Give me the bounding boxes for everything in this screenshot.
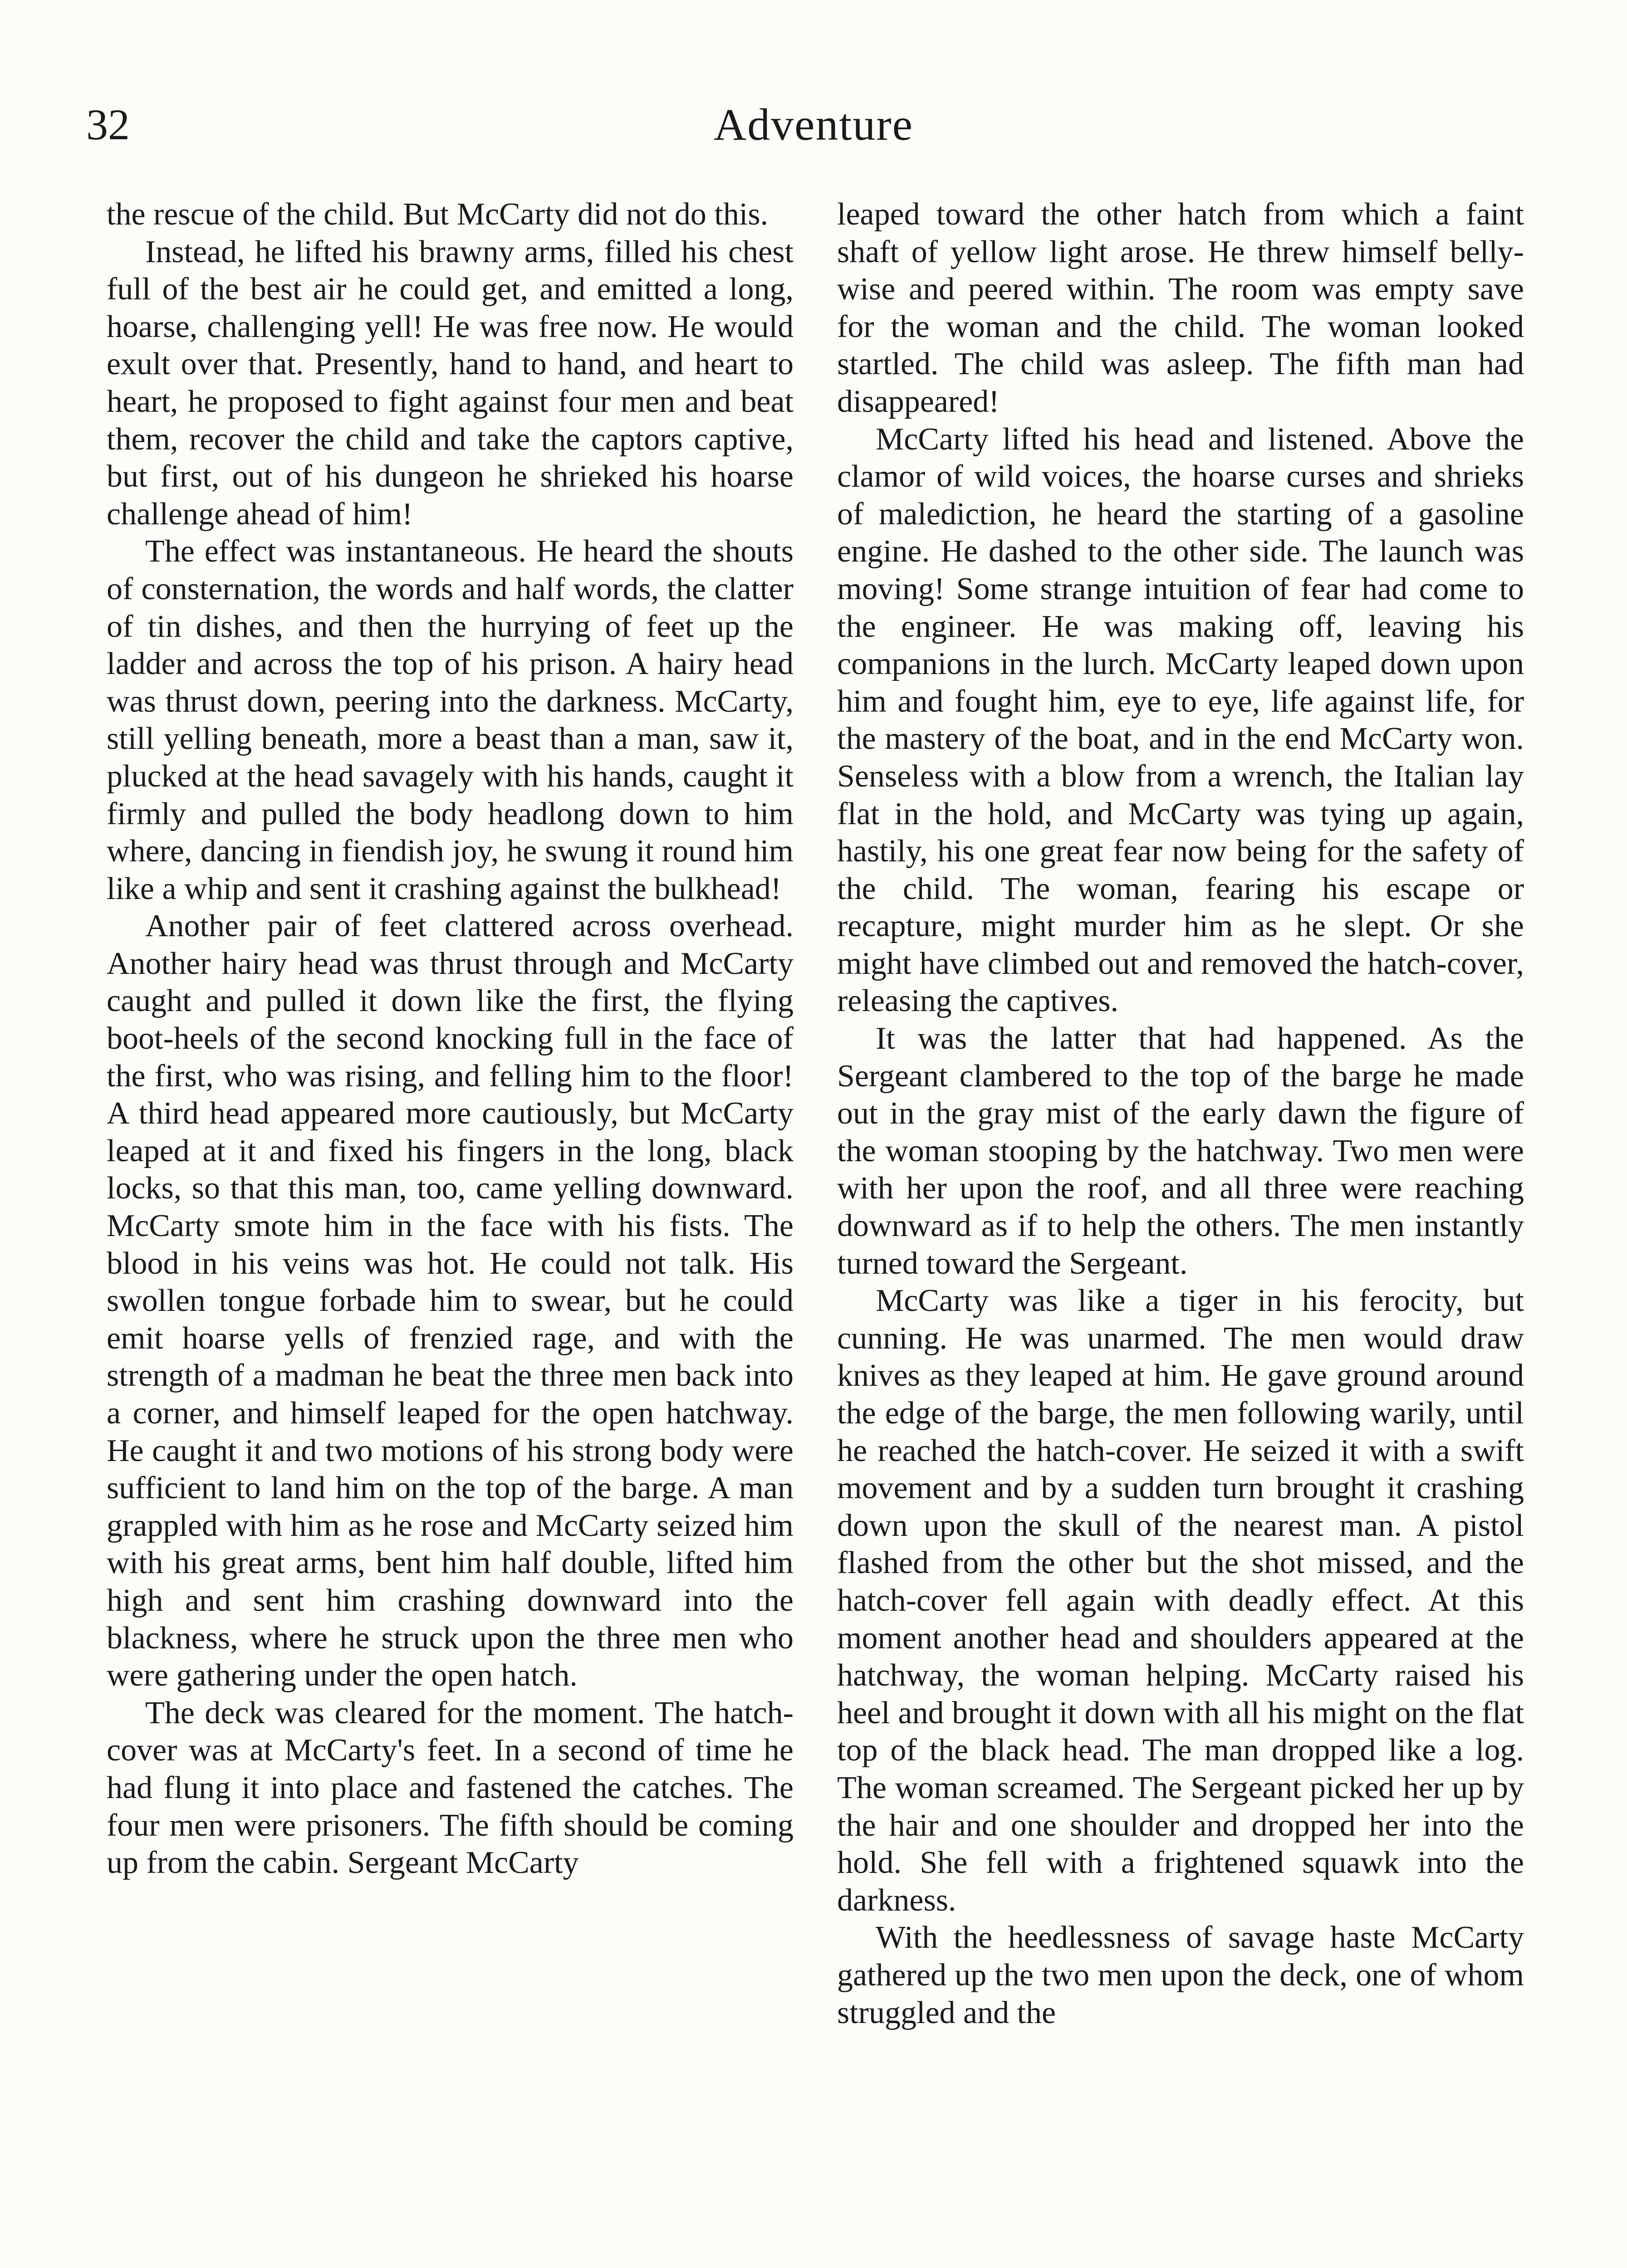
paragraph: Instead, he lifted his brawny arms, filled his chest full of the best air he could get, and emitted a long, hoarse, challenging yell! He was free now. He would exult over that. Presently, hand to hand, and heart to heart, he proposed to fight against four men and beat them, recover the child and take the captors captive, but first, out of his dungeon he shrieked his hoarse challenge ahead of him! bbox=[107, 234, 794, 532]
page-number: 32 bbox=[86, 100, 130, 149]
paragraph: leaped toward the other hatch from which a faint shaft of yellow light arose. He threw himself belly-wise and peered within. The room was empty save for the woman and the child. The woman looked startled. The child was asleep. The fifth man had disappeared! bbox=[837, 197, 1524, 419]
paragraph: McCarty was like a tiger in his ferocity, but cunning. He was unarmed. The men would draw knives as they leaped at him. He gave ground around the edge of the barge, the men following warily, until he reached the hatch-cover. He seized it with a swift movement and by a sudden turn brought it crashing down upon the skull of the nearest man. A pistol flashed from the other but the shot missed, and the hatch-cover fell again with deadly effect. At this moment another head and shoulders appeared at the hatchway, the woman helping. McCarty raised his heel and brought it down with all his might on the flat top of the black head. The man dropped like a log. The woman screamed. The Sergeant picked her up by the hair and one shoulder and dropped her into the hold. She fell with a frightened squawk into the darkness. bbox=[837, 1283, 1524, 1918]
paragraph: The deck was cleared for the moment. The hatch-cover was at McCarty's feet. In a second of time he had flung it into place and fastened the catches. The four men were prisoners. The fifth should be coming up from the cabin. Sergeant McCarty bbox=[107, 1695, 794, 1881]
paragraph: McCarty lifted his head and listened. Above the clamor of wild voices, the hoarse curses and shrieks of malediction, he heard the starting of a gasoline engine. He dashed to the other side. The launch was moving! Some strange intuition of fear had come to the engineer. He was making off, leaving his companions in the lurch. McCarty leaped down upon him and fought him, eye to eye, life against life, for the mastery of the boat, and in the end McCarty won. Senseless with a blow from a wrench, the Italian lay flat in the hold, and McCarty was tying up again, hastily, his one great fear now being for the safety of the child. The woman, fearing his escape or recapture, might murder him as he slept. Or she might have climbed out and removed the hatch-cover, releasing the captives. bbox=[837, 421, 1524, 1019]
paragraph: the rescue of the child. But McCarty did not do this. bbox=[107, 197, 769, 232]
paragraph: With the heedlessness of savage haste McCarty gathered up the two men upon the deck, one of whom struggled and the bbox=[837, 1920, 1524, 2030]
left-column bbox=[107, 196, 794, 1882]
page-header bbox=[0, 98, 1627, 161]
paragraph: The effect was instantaneous. He heard the shouts of consternation, the words and half words, the clatter of tin dishes, and then the hurrying of feet up the ladder and across the top of his prison. A hairy head was thrust down, peering into the darkness. McCarty, still yelling beneath, more a beast than a man, saw it, plucked at the head savagely with his hands, caught it firmly and pulled the body headlong down to him where, dancing in fiendish joy, he swung it round him like a whip and sent it crashing against the bulkhead! bbox=[107, 534, 794, 906]
right-column bbox=[837, 196, 1524, 2032]
running-title: Adventure bbox=[713, 99, 914, 150]
paragraph: Another pair of feet clattered across overhead. Another hairy head was thrust through and McCarty caught and pulled it down like the first, the flying boot-heels of the second knocking full in the face of the first, who was rising, and felling him to the floor! A third head appeared more cautiously, but McCarty leaped at it and fixed his fingers in the long, black locks, so that this man, too, came yelling downward. McCarty smote him in the face with his fists. The blood in his veins was hot. He could not talk. His swollen tongue forbade him to swear, but he could emit hoarse yells of frenzied rage, and with the strength of a madman he beat the three men back into a corner, and himself leaped for the open hatchway. He caught it and two motions of his strong body were sufficient to land him on the top of the barge. A man grappled with him as he rose and McCarty seized him with his great arms, bent him half double, lifted him high and sent him crashing downward into the blackness, where he struck upon the three men who were gathering under the open hatch. bbox=[107, 909, 794, 1693]
paragraph: It was the latter that had happened. As the Sergeant clambered to the top of the barge he made out in the gray mist of the early dawn the figure of the woman stooping by the hatchway. Two men were with her upon the roof, and all three were reaching downward as if to help the others. The men instantly turned toward the Sergeant. bbox=[837, 1021, 1524, 1281]
